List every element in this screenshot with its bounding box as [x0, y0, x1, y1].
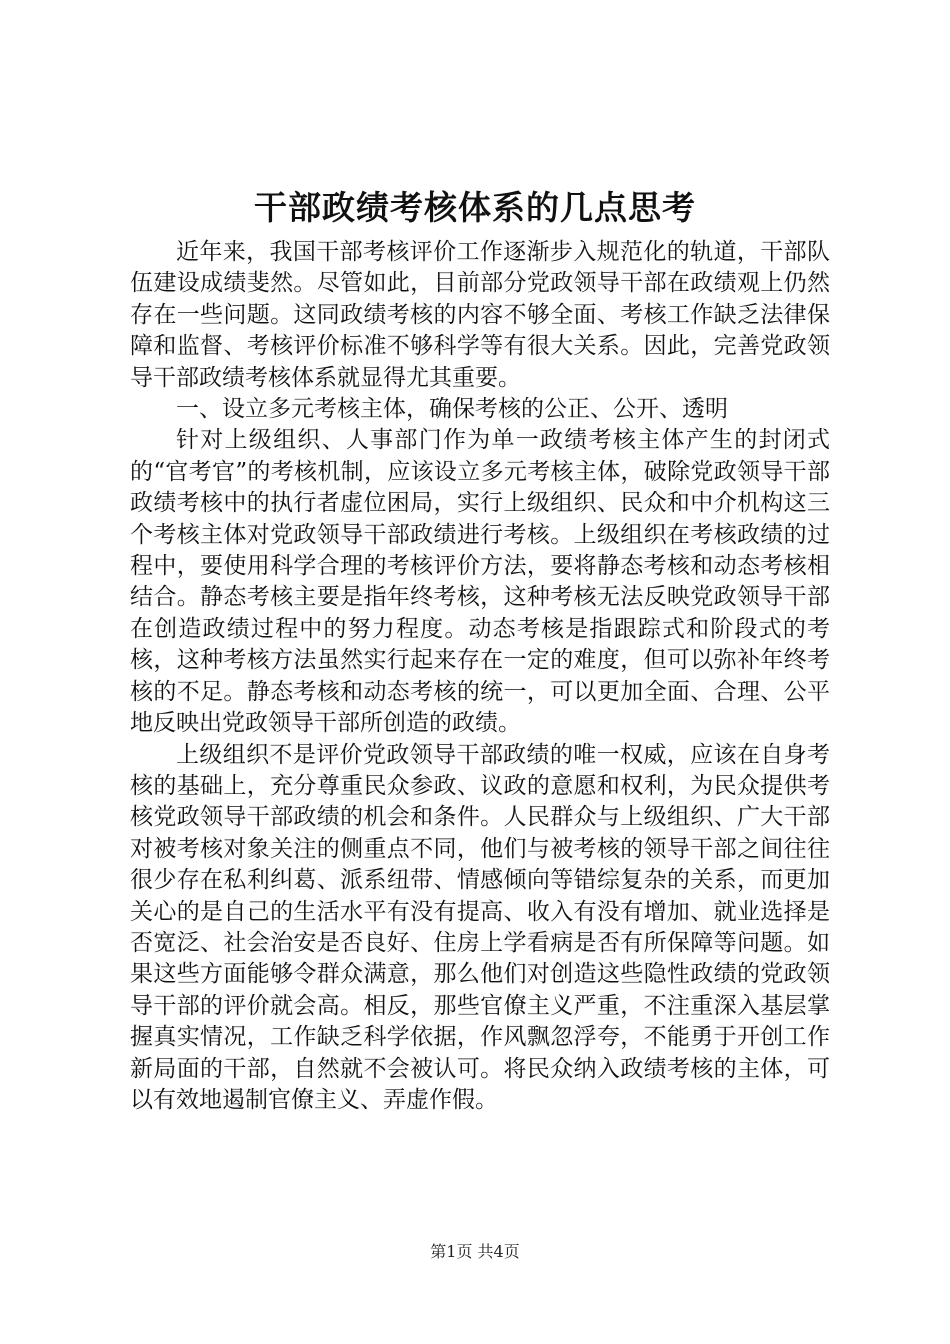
document-title: 干部政绩考核体系的几点思考: [254, 188, 696, 227]
section-heading-1: 一、设立多元考核主体，确保考核的公正、公开、透明: [176, 396, 728, 423]
body-paragraph-2: 上级组织不是评价党政领导干部政绩的唯一权威，应该在自身考核的基础上，充分尊重民众参政、议政的意愿和权利，为民众提供考核党政领导干部政绩的机会和条件。人民群众与上级组织、广大干部对被考核对象关注的侧重点不同，他们与被考核的领导干部之间往往很少存在私利纠葛、派系纽带、情感倾向等错综复杂的关系，而更加关心的是自己的生活水平有没有提高、收入有没有增加、就业选择是否宽泛、社会治安是否良好、住房上学看病是否有所保障等问题。如果这些方面能够令群众满意，那么他们对创造这些隐性政绩的党政领导干部的评价就会高。相反，那些官僚主义严重，不注重深入基层掌握真实情况，工作缺乏科学依据，作风飘忽浮夸，不能勇于开创工作新局面的干部，自然就不会被认可。将民众纳入政绩考核的主体，可以有效地遏制官僚主义、弄虚作假。: [130, 741, 830, 1113]
body-paragraph-1: 针对上级组织、人事部门作为单一政绩考核主体产生的封闭式的“官考官”的考核机制，应该设立多元考核主体，破除党政领导干部政绩考核中的执行者虚位困局，实行上级组织、民众和中介机构这三个考核主体对党政领导干部政绩进行考核。上级组织在考核政绩的过程中，要使用科学合理的考核评价方法，要将静态考核和动态考核相结合。静态考核主要是指年终考核，这种考核无法反映党政领导干部在创造政绩过程中的努力程度。动态考核是指跟踪式和阶段式的考核，这种考核方法虽然实行起来存在一定的难度，但可以弥补年终考核的不足。静态考核和动态考核的统一，可以更加全面、合理、公平地反映出党政领导干部所创造的政绩。: [130, 427, 830, 737]
intro-paragraph: 近年来，我国干部考核评价工作逐渐步入规范化的轨道，干部队伍建设成绩斐然。尽管如此，目前部分党政领导干部在政绩观上仍然存在一些问题。这同政绩考核的内容不够全面、考核工作缺乏法律保障和监督、考核评价标准不够科学等有很大关系。因此，完善党政领导干部政绩考核体系就显得尤其重要。: [130, 239, 830, 391]
page-footer: 第1页 共4页: [430, 1242, 520, 1261]
document-body: [130, 237, 830, 1116]
